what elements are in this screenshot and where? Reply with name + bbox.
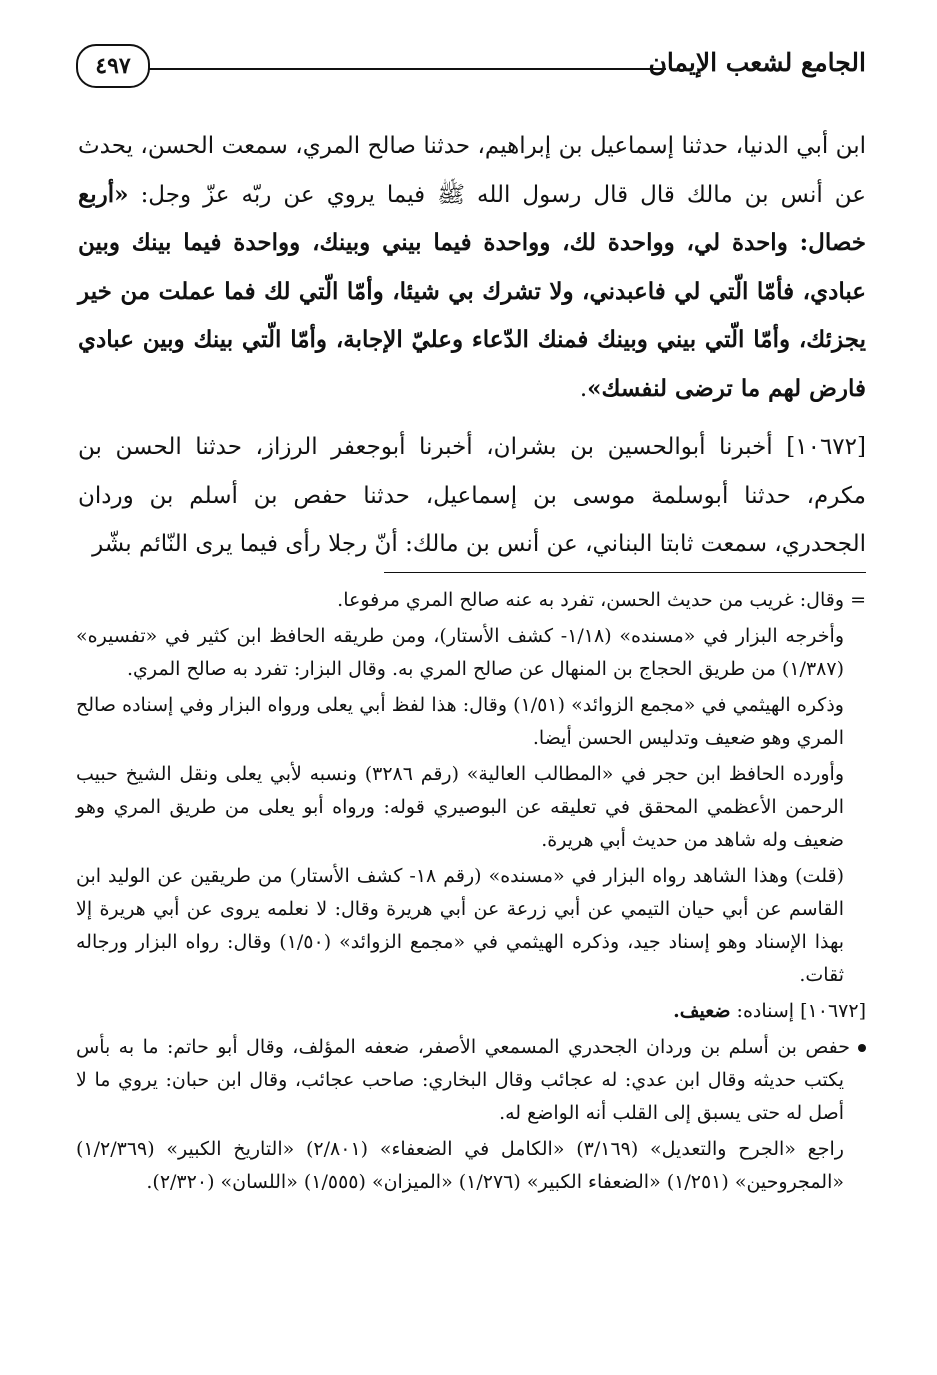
hadith-quote: «أربع خصال: واحدة لي، وواحدة لك، وواحدة فيما بيني وبينك، وواحدة فيما بينك وبين عبادي، فأمّا الّتي لي فاعبدني، ولا تشرك بي شيئا، وأمّا الّتي لك فما عملت من خير يجزئك، وأمّا الّتي بيني وبينك فمنك الدّعاء وعليّ الإجابة، وأمّا الّتي بينك وبين عبادي فارض لهم ما ترضى لنفسك» [78,180,866,402]
narrator-note: حفص بن أسلم بن وردان الجحدري المسمعي الأصفر، ضعفه المؤلف، وقال أبو حاتم: ما به بأس يكتب حديثه وقال ابن عدي: له عجائب وقال البخاري: صاحب عجائب، وقال ابن حبان: يروي ما لا أصل له حتى يسبق إلى القلب أنه الواضع له. [76,1036,850,1124]
header-rule [148,68,666,70]
main-text [78,122,866,569]
footnote-6 [76,995,866,1028]
running-title: الجامع لشعب الإيمان [648,48,866,77]
footnote-7 [76,1031,866,1130]
footnote-2: وأخرجه البزار في «مسنده» (١/١٨- كشف الأستار)، ومن طريقه الحافظ ابن كثير في «تفسيره» (١/٣٨٧) من طريق الحجاج بن المنهال عن صالح المري به. وقال البزار: تفرد به صالح المري. [76,625,844,680]
paragraph-end: . [579,375,588,402]
footnote-8: راجع «الجرح والتعديل» (٣/١٦٩) «الكامل في الضعفاء» (٢/٨٠١) «التاريخ الكبير» (١/٢/٣٦٩) «المجروحين» (١/٢٥١) «الضعفاء الكبير» (١/٢٧٦) «الميزان» (١/٥٥٥) «اللسان» (٢/٣٢٠). [76,1138,844,1193]
footnote-1: = وقال: غريب من حديث الحسن، تفرد به عنه صالح المري مرفوعا. [337,589,866,611]
isnad-label: [١٠٦٧٢] إسناده: [736,1000,866,1022]
isnad-text: ابن أبي الدنيا، حدثنا إسماعيل بن إبراهيم، حدثنا صالح المري، سمعت الحسن، يحدث عن أنس بن مالك قال قال رسول الله ﷺ فيما يروي عن ربّه عزّ وجل: [78,133,867,208]
footnote-4: وأورده الحافظ ابن حجر في «المطالب العالية» (رقم ٣٢٨٦) ونسبه لأبي يعلى ونقل الشيخ حبيب الرحمن الأعظمي المحقق في تعليقه عن البوصيري قوله: ورواه أبو يعلى من طريق المري وهو ضعيف وله شاهد من حديث أبي هريرة. [76,763,845,851]
footnotes [76,584,866,1202]
isnad-grade: ضعيف. [673,1000,731,1022]
hadith-paragraph-1 [78,122,866,413]
footnote-5: (قلت) وهذا الشاهد رواه البزار في «مسنده» (رقم ١٨- كشف الأستار) من طريقين عن الوليد ابن القاسم عن أبي حيان التيمي عن أبي زرعة عن أبي هريرة وقال: لا نعلمه يروى عن أبي هريرة إلا بهذا الإسناد وهو إسناد جيد، وذكره الهيثمي في «مجمع الزوائد» (١/٥٠) وقال: رواه البزار ورجاله ثقات. [76,865,844,986]
footnote-3: وذكره الهيثمي في «مجمع الزوائد» (١/٥١) وقال: هذا لفظ أبي يعلى ورواه البزار وفي إسناده صالح المري وهو ضعيف وتدليس الحسن أيضا. [76,694,844,749]
page-header [76,42,866,90]
hadith-paragraph-2: [١٠٦٧٢] أخبرنا أبوالحسين بن بشران، أخبرنا أبوجعفر الرزاز، حدثنا الحسن بن مكرم، حدثنا أبوسلمة موسى بن إسماعيل، حدثنا حفص بن أسلم بن وردان الجحدري، سمعت ثابتا البناني، عن أنس بن مالك: أنّ رجلا رأى فيما يرى النّائم بشّر [78,434,866,557]
bullet-icon [858,1044,866,1052]
footnote-separator [384,572,866,573]
page-number-badge: ٤٩٧ [76,44,150,88]
